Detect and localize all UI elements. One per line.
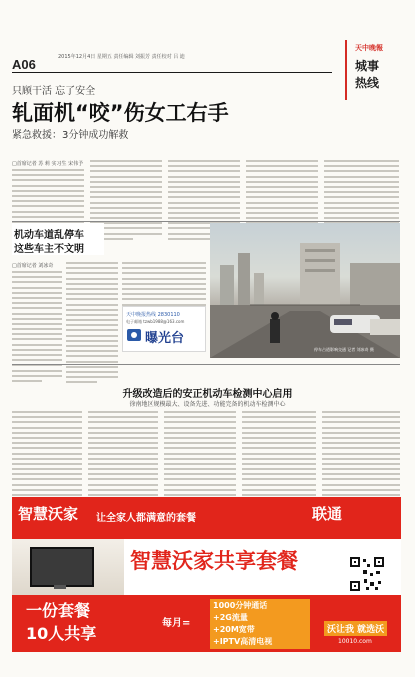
ad-tv-image	[12, 539, 124, 599]
article2-col1	[12, 271, 62, 385]
article1-kicker: 只顾干活 忘了安全	[12, 86, 96, 97]
article1-bottom-rule	[12, 221, 400, 222]
date-line: 2015年12月4日 星期五 责任编辑 刘振芳 责任校对 吕 迪	[58, 54, 185, 60]
hotline-email: 电子邮箱 tzwb1988@163.com	[126, 319, 185, 324]
hotline-box	[122, 306, 206, 352]
ad-hotline: 10010.com	[338, 638, 372, 645]
section-badge	[345, 40, 401, 100]
ad-offer-line1: 一份套餐	[26, 601, 91, 620]
ad-brand-right: 联通	[312, 505, 343, 523]
ad-tagline: 让全家人都满意的套餐	[96, 513, 196, 524]
ad-big-title: 智慧沃家共享套餐	[130, 549, 298, 573]
ad-offer-line2: 10人共享	[26, 624, 97, 643]
article3-subhead: 徐南地区规模最大、设备先进、功能完备的机动车检测中心	[129, 401, 286, 408]
article2-bottom-rule	[12, 364, 400, 365]
header-rule	[12, 72, 332, 73]
article2-col2	[66, 262, 118, 387]
ad-brand-left: 智慧沃家	[18, 505, 79, 523]
ad-perk-3: +20M宽带	[213, 625, 255, 634]
article1-byline: □首席记者 苏 莉 实习生 宋伟予	[12, 161, 84, 167]
ad-perk-1: 1000分钟通话	[213, 601, 268, 610]
exposure-brand: 曝光台	[145, 331, 185, 346]
ad-banner[interactable]	[12, 497, 401, 652]
photo-caption: 停车占道影响交通 记者 刘冰奇 摄	[314, 347, 374, 352]
hotline-label: 天中晚报热线 2830110	[126, 312, 180, 318]
article2-headline-line1: 机动车道乱停车	[14, 230, 84, 241]
article2-byline: □首席记者 刘冰奇	[12, 263, 54, 269]
page-number: A06	[12, 57, 36, 72]
article1-subhead: 紧急救援：3分钟成功解救	[12, 130, 129, 141]
hotline-camera-icon	[127, 329, 141, 341]
ad-monthly-label: 每月=	[162, 618, 191, 629]
section-title-line1: 城事	[355, 59, 380, 73]
article2-photo	[210, 223, 400, 358]
article2-headline-line2: 这些车主不文明	[14, 244, 84, 255]
article3-headline: 升级改造后的安正机动车检测中心启用	[122, 389, 293, 400]
section-title-line2: 热线	[355, 76, 380, 90]
article1-headline: 轧面机“咬”伤女工右手	[12, 101, 229, 125]
qr-code-icon[interactable]	[348, 555, 386, 593]
ad-perk-2: +2G流量	[213, 613, 248, 622]
ad-perk-4: +IPTV高清电视	[213, 637, 273, 646]
ad-slogan: 沃让我 就选沃	[324, 621, 387, 636]
paper-logo: 天中晚報	[355, 43, 383, 52]
